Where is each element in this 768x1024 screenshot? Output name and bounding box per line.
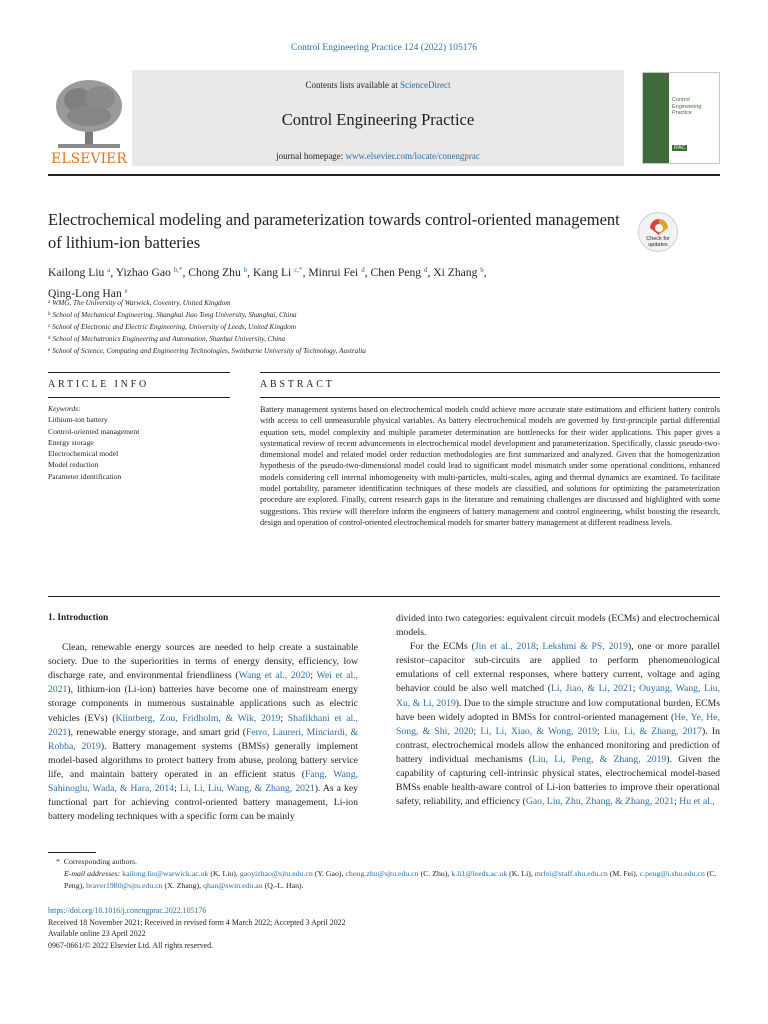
keyword-item: Model reduction [48,460,99,470]
journal-banner [132,70,624,166]
article-info-heading: ARTICLE INFO [48,379,150,390]
author-affiliation-marker[interactable]: d [361,266,365,274]
author-name: Yizhao Gao [115,266,171,279]
author-list: Kailong Liu $^a$, Yizhao Gao $^{b,*}$, Chong Zhu $^b$, Kang Li $^{c,*}$, Minrui Fei $^d$, Chen Peng $^d$, Xi Zhang $^b$, Qing-Long Han $^e$ [48,266,487,300]
citation-link[interactable]: Jin et al., 2018 [474,641,536,653]
copyright: 0967-0661/© 2022 Elsevier Ltd. All rights reserved. [48,940,214,950]
author-affiliation-marker[interactable]: b,* [173,266,183,274]
author-affiliation-marker[interactable]: e [124,287,128,295]
affiliation-item [48,309,728,321]
author-affiliation-marker[interactable]: b [480,266,484,274]
publisher-wordmark: ELSEVIER [51,151,127,166]
abstract-mid-rule [260,397,720,398]
citation-link[interactable]: Li, Li, Liu, Wang, & Zhang, 2021 [179,783,315,795]
author-name: Kang Li [252,266,292,279]
body-column-left [48,611,358,824]
affiliation-text: School of Electronic and Electric Engineering, University of Leeds, United Kingdom [52,323,296,331]
citation-link[interactable]: Fang, Wang, Sahinoglu, Wada, & Hara, 2014 [48,768,358,795]
affiliation-list [48,297,728,357]
keyword-item: Control-oriented management [48,426,140,436]
keyword-item: Parameter identification [48,471,122,481]
author-name: Minrui Fei [308,266,359,279]
keyword-item: Energy storage [48,437,94,447]
email-link[interactable]: chong.zhu@sjtu.edu.cn [345,869,419,878]
author-affiliation-marker[interactable]: b [243,266,248,274]
abstract-bottom-rule [48,596,720,597]
section-heading-introduction: 1. Introduction [48,613,109,623]
elsevier-logo[interactable] [48,70,130,166]
affiliation-item [48,321,728,333]
affiliation-item [48,297,728,309]
author-name: Xi Zhang [433,266,478,279]
cover-spine [643,73,669,163]
corresponding-text: Corresponding authors. [63,857,137,866]
citation-link[interactable]: Liu, Li, & Zhang, 2017 [603,725,702,737]
keyword-item: Lithium-ion battery [48,415,108,425]
journal-title: Control Engineering Practice [281,110,475,129]
publication-info [48,905,728,951]
author-name: Chen Peng [370,266,422,279]
check-for-updates-label[interactable]: Check for updates [646,236,670,248]
author-name: Chong Zhu [188,266,241,279]
keywords-block [48,403,228,482]
homepage-prefix: journal homepage: [276,151,346,161]
corresponding-note [48,856,728,868]
asterisk-mark: * [56,857,64,866]
keyword-item: Electrochemical model [48,449,119,459]
author-affiliation-marker[interactable]: a [107,266,111,274]
doi-link[interactable]: https://doi.org/10.1016/j.conengprac.2022.105176 [48,906,207,915]
article-info-mid-rule [48,397,230,398]
affiliation-text: WMG, The University of Warwick, Coventry, United Kingdom [52,299,231,307]
citation-link[interactable]: Liu, Li, Peng, & Zhang, 2019 [532,753,667,765]
abstract-top-rule [260,372,720,373]
email-link[interactable]: c.peng@i.shu.edu.cn [639,869,705,878]
homepage-line [132,151,624,161]
affiliation-item [48,345,728,357]
citation-link[interactable]: Ferro, Laureri, Minciardi, & Robba, 2019 [48,726,358,752]
article-info-top-rule [48,372,230,373]
journal-cover-thumbnail[interactable] [642,72,720,164]
intro-paragraph-1: Clean, renewable energy sources are needed to help create a sustainable society. Due to the superiorities in terms of energy density, efficiency, low discharge rate, and environmental friendliness (Wang et al., 2020; Wei et al., 2021), lithium-ion (Li-ion) batteries have become one of mainstream energy storage components in numerous sustainable applications such as electric vehicles (EVs) (Klintberg, Zou, Fridholm, & Wik, 2019; Shafikhani et al., 2021), renewable energy storage, and smart grid (Ferro, Laureri, Minciardi, & Robba, 2019). Battery management systems (BMSs) generally implement model-based algorithms to protect battery from abuse, prolong battery service life, and maintain battery operated in an efficient status (Fang, Wang, Sahinoglu, Wada, & Hara, 2014; Li, Li, Liu, Wang, & Zhang, 2021). As a key functional part for achieving control-oriented battery management, Li-ion battery modeling techniques with a specific form can be mainly [48,642,358,823]
email-link[interactable]: kailong.liu@warwick.ac.uk [122,869,209,878]
contents-line [132,80,624,90]
abstract-text: Battery management systems based on electrochemical models could achieve more accurate state estimations and efficient battery controls with access to cell unmeasurable physical variables. As battery electrochemical models are governed by first-principle partial differential equation sets, model complexity and multiple parameter determination are bottlenecks for their wider applications. This paper gives a systematical review of recent advancements in electrochemical model development and parameterization. Specifically, classic pseudo-two-dimensional model and related model order reduction methodologies are first summarized and analyzed. Given that the homogenization hypothesis of the pseudo-two-dimensional model could lead to significant model mismatch under some operational conditions, enhanced models considering cell internal inhomogeneity with multi-particles, multi-scales, aging and thermal dynamics are examined. To facilitate model portability, parameter identification techniques of these models are classified, and solutions for optimizing the parameterization procedure are explored. Finally, current research gaps in the literature and remaining challenges are discussed and highlighted with some suggestions. This review will therefore inform the engineers of battery management and control engineering, whilst boosting the research, design and operation of control-oriented electrochemical models for smarter battery management at different readiness levels. [260,405,720,527]
author-affiliation-marker[interactable]: d [423,266,428,274]
citation-link[interactable]: Lekshmi & PS, 2019 [542,641,628,653]
sciencedirect-link[interactable]: ScienceDirect [400,80,451,90]
keyword-list [48,414,228,482]
cover-title: Control Engineering Practice [672,97,702,116]
intro-paragraph-1-continued: divided into two categories: equivalent circuit models (ECMs) and electrochemical models. [396,613,720,639]
affiliation-marker: c [48,324,51,329]
author-affiliation-marker[interactable]: c,* [294,266,303,274]
email-link[interactable]: mrfei@staff.shu.edu.cn [534,869,608,878]
citation-link[interactable]: Gao, Liu, Zhu, Zhang, & Zhang, 2021 [525,796,675,808]
keywords-label: Keywords: [48,404,81,413]
email-link[interactable]: qhan@swin.edu.au [203,881,263,890]
email-addresses: E-mail addresses: kailong.liu@warwick.ac.uk (K. Liu), gaoyizhao@sjtu.edu.cn (Y. Gao), chong.zhu@sjtu.edu.cn (C. Zhu), k.li1@leeds.ac.uk (K. Li), mrfei@staff.shu.edu.cn (M. Fei), c.peng@i.shu.edu.cn (C. Peng), braver1980@sjtu.edu.cn (X. Zhang), qhan@swin.edu.au (Q.-L. Han). [64,869,717,890]
citation-link[interactable]: Shafikhani et al., 2021 [48,712,358,738]
email-link[interactable]: gaoyizhao@sjtu.edu.cn [239,869,313,878]
affiliation-text: School of Mechatronics Engineering and Automation, Shanhai University, China [52,335,286,343]
journal-reference[interactable]: Control Engineering Practice 124 (2022) 105176 [290,43,477,53]
citation-link[interactable]: Ouyang, Wang, Liu, Xu, & Li, 2019 [396,683,720,709]
received-dates: Received 18 November 2021; Received in revised form 4 March 2022; Accepted 3 April 2022 [48,917,346,927]
available-online: Available online 23 April 2022 [48,929,146,938]
body-column-right [396,612,720,809]
footnotes [48,856,728,892]
citation-link[interactable]: Hu et al., [679,796,715,808]
author-name: Kailong Liu [48,266,105,279]
affiliation-marker: a [48,300,51,305]
masthead-divider [48,174,720,176]
citation-link[interactable]: Wang et al., 2020 [238,670,311,682]
email-link[interactable]: braver1980@sjtu.edu.cn [86,881,163,890]
citation-link[interactable]: Li, Jiao, & Li, 2021 [550,683,633,695]
affiliation-marker: b [48,312,51,317]
footnote-divider [48,852,96,853]
contents-prefix: Contents lists available at [305,80,400,90]
affiliation-marker: e [48,348,51,353]
journal-masthead [48,70,720,166]
journal-homepage-link[interactable]: www.elsevier.com/locate/conengprac [345,151,480,161]
citation-link[interactable]: He, Ye, He, Song, & Shi, 2020 [396,711,721,737]
affiliation-text: School of Science, Computing and Engineering Technologies, Swinburne University of Technology, Australia [52,347,366,355]
affiliation-item [48,333,728,345]
abstract-heading: ABSTRACT [260,379,335,390]
author-name: Qing-Long Han [48,287,122,300]
affiliation-text: School of Mechanical Engineering, Shanghai Jiao Tong University, Shanghai, China [52,311,297,319]
citation-link[interactable]: Li, Li, Xiao, & Wong, 2019 [480,725,597,737]
email-link[interactable]: k.li1@leeds.ac.uk [451,869,508,878]
email-label: E-mail addresses: [64,869,121,878]
citation-link[interactable]: Klintberg, Zou, Fridholm, & Wik, 2019 [115,712,281,724]
article-title: Electrochemical modeling and parameterization towards control-oriented management of lithium-ion batteries [48,210,620,252]
intro-paragraph-2: For the ECMs (Jin et al., 2018; Lekshmi & PS, 2019), one or more parallel resistor–capacitor sub-circuits are applied to perform phenomenological emulations of cell external responses, where battery current, voltage and aging behavior could be also well matched (Li, Jiao, & Li, 2021; Ouyang, Wang, Liu, Xu, & Li, 2019). Due to the simple structure and low computational burden, ECMs have been widely adopted in BMSs for control-oriented management (He, Ye, He, Song, & Shi, 2020; Li, Li, Xiao, & Wong, 2019; Liu, Li, & Zhang, 2017). In contrast, electrochemical models allow the enhanced monitoring and prediction of battery individual mechanisms (Liu, Li, Peng, & Zhang, 2019). Given the capability of capturing cell-intrinsic physical states, electrochemical model-based BMSs enable health-aware control of Li-ion batteries to improve their operational safety, reliability, and efficiency (Gao, Liu, Zhu, Zhang, & Zhang, 2021; Hu et al., [396,641,721,808]
cover-publisher-mark: IFAC [674,145,686,151]
elsevier-tree-icon [48,70,130,166]
citation-link[interactable]: Wei et al., 2021 [48,670,358,696]
affiliation-marker: d [48,336,51,341]
